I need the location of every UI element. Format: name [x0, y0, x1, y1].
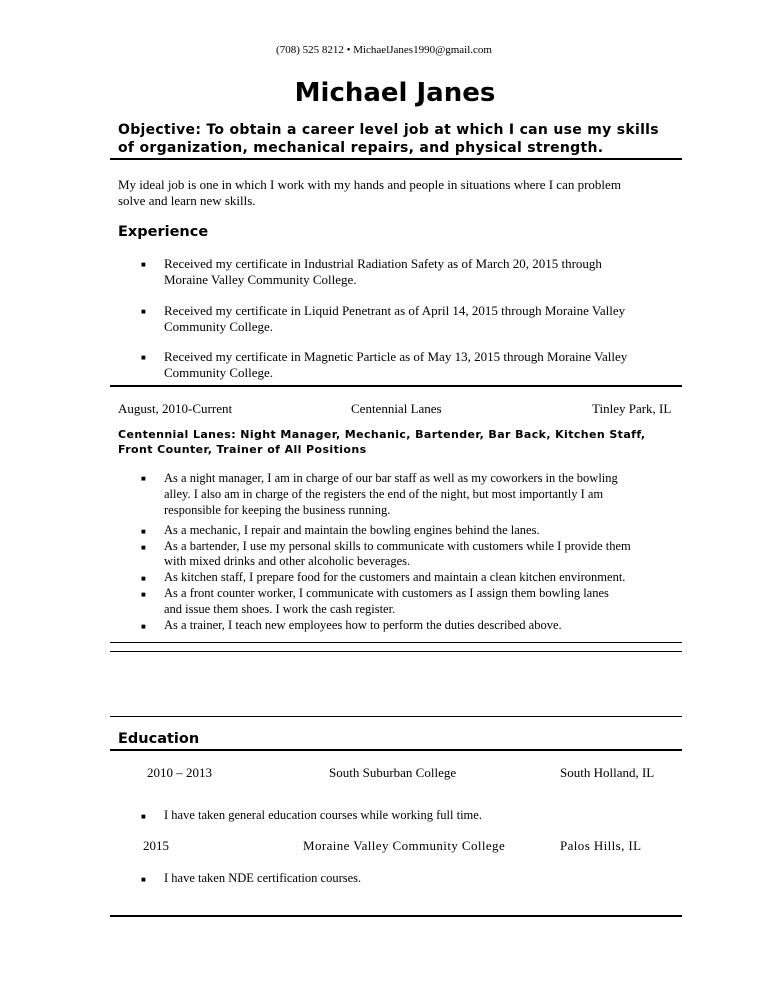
- cert-3-line-1: Received my certificate in Magnetic Particle as of May 13, 2015 through Moraine Valley: [164, 349, 628, 364]
- duty-1-line-3: responsible for keeping the business running.: [164, 503, 391, 517]
- school-2-dates: 2015: [143, 838, 169, 853]
- education-rule: [110, 749, 682, 751]
- bullet-icon: ■: [141, 875, 146, 884]
- bullet-icon: ■: [141, 474, 146, 483]
- job-dates: August, 2010-Current: [118, 401, 233, 416]
- education-heading: Education: [118, 731, 200, 747]
- objective-body-1: My ideal job is one in which I work with my hands and people in situations where I can problem: [118, 177, 621, 192]
- duty-1-line-1: As a night manager, I am in charge of our bar staff as well as my coworkers in the bowling: [164, 471, 618, 485]
- school-1-note: I have taken general education courses while working full time.: [164, 808, 482, 822]
- objective-line-1: Objective: To obtain a career level job at which I can use my skills: [118, 122, 659, 138]
- cert-1-line-2: Moraine Valley Community College.: [164, 272, 357, 287]
- cert-2-line-2: Community College.: [164, 319, 274, 334]
- bullet-icon: ■: [141, 527, 146, 536]
- school-1-name: South Suburban College: [329, 765, 457, 780]
- duty-6-line-1: As a trainer, I teach new employees how to perform the duties described above.: [164, 618, 562, 632]
- objective-rule: [110, 158, 682, 160]
- school-1-location: South Holland, IL: [560, 765, 655, 780]
- duty-1-line-2: alley. I also am in charge of the registers the end of the night, but most importantly I am: [164, 487, 604, 501]
- bullet-icon: ■: [141, 260, 146, 269]
- experience-heading: Experience: [118, 224, 209, 240]
- duty-3-line-2: with mixed drinks and other alcoholic beverages.: [164, 554, 411, 568]
- divider-rule: [110, 716, 682, 717]
- divider-rule: [110, 651, 682, 652]
- school-1-dates: 2010 – 2013: [147, 765, 212, 780]
- experience-rule: [110, 385, 682, 387]
- bottom-rule: [110, 915, 682, 917]
- school-2-location: Palos Hills, IL: [560, 838, 642, 853]
- job-title-line-1: Centennial Lanes: Night Manager, Mechanic, Bartender, Bar Back, Kitchen Staff,: [118, 428, 646, 441]
- bullet-icon: ■: [141, 574, 146, 583]
- duty-5-line-2: and issue them shoes. I work the cash register.: [164, 602, 396, 616]
- job-employer: Centennial Lanes: [351, 401, 442, 416]
- duty-4-line-1: As kitchen staff, I prepare food for the customers and maintain a clean kitchen environment.: [164, 570, 626, 584]
- candidate-name: Michael Janes: [294, 78, 496, 108]
- duty-2-line-1: As a mechanic, I repair and maintain the bowling engines behind the lanes.: [164, 523, 540, 537]
- bullet-icon: ■: [141, 543, 146, 552]
- objective-line-2: of organization, mechanical repairs, and physical strength.: [118, 140, 604, 156]
- contact-line: (708) 525 8212 • MichaelJanes1990@gmail.com: [276, 44, 492, 56]
- bullet-icon: ■: [141, 590, 146, 599]
- duty-5-line-1: As a front counter worker, I communicate with customers as I assign them bowling lanes: [164, 586, 609, 600]
- divider-rule: [110, 642, 682, 643]
- objective-body-2: solve and learn new skills.: [118, 193, 256, 208]
- bullet-icon: ■: [141, 622, 146, 631]
- cert-3-line-2: Community College.: [164, 365, 274, 380]
- bullet-icon: ■: [141, 812, 146, 821]
- bullet-icon: ■: [141, 307, 146, 316]
- cert-2-line-1: Received my certificate in Liquid Penetrant as of April 14, 2015 through Moraine Valley: [164, 303, 626, 318]
- school-2-note: I have taken NDE certification courses.: [164, 871, 362, 885]
- cert-1-line-1: Received my certificate in Industrial Radiation Safety as of March 20, 2015 through: [164, 256, 602, 271]
- bullet-icon: ■: [141, 353, 146, 362]
- school-2-name: Moraine Valley Community College: [303, 838, 506, 853]
- job-location: Tinley Park, IL: [592, 401, 672, 416]
- job-title-line-2: Front Counter, Trainer of All Positions: [118, 443, 367, 456]
- duty-3-line-1: As a bartender, I use my personal skills to communicate with customers while I provide them: [164, 539, 631, 553]
